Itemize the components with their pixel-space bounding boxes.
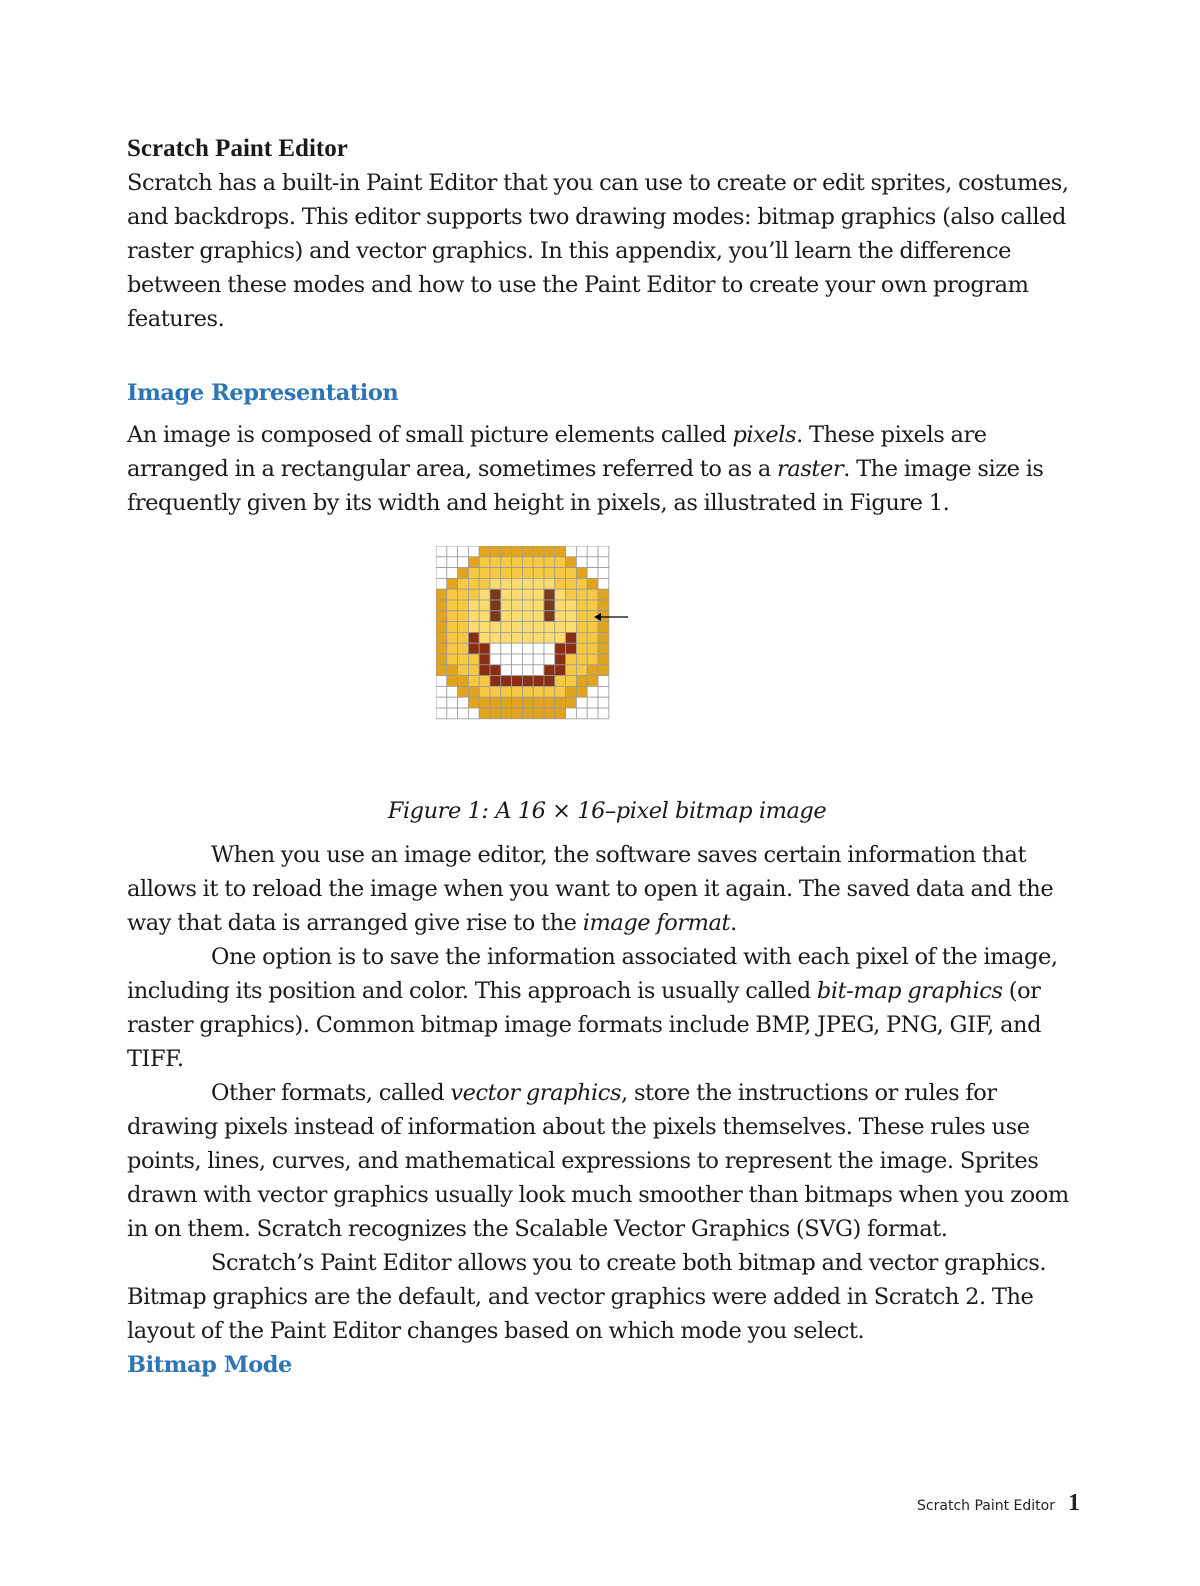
pixel [458, 622, 469, 633]
pixel [587, 557, 598, 568]
pixel [576, 622, 587, 633]
pixel [468, 600, 479, 611]
pixel [587, 622, 598, 633]
pixel [587, 676, 598, 687]
pixel [544, 622, 555, 633]
pixel [587, 578, 598, 589]
pixel [479, 578, 490, 589]
pixel [522, 546, 533, 557]
pixel [598, 600, 609, 611]
pixel [490, 654, 501, 665]
pixel [566, 557, 577, 568]
pixel [598, 578, 609, 589]
pixel [555, 643, 566, 654]
pixel [555, 686, 566, 697]
pixel [458, 600, 469, 611]
pixel [436, 643, 447, 654]
document-title: Scratch Paint Editor [127, 135, 348, 162]
section-heading-image-representation: Image Representation [127, 380, 399, 406]
pixel [512, 643, 523, 654]
pixel [555, 665, 566, 676]
pixel [468, 643, 479, 654]
pixel [555, 578, 566, 589]
pixel [522, 600, 533, 611]
pixel [479, 611, 490, 622]
pixel [468, 578, 479, 589]
smiley-bitmap-image [436, 546, 636, 726]
pixel [512, 589, 523, 600]
pixel [436, 600, 447, 611]
pixel [501, 708, 512, 719]
pixel [598, 557, 609, 568]
pixel [544, 578, 555, 589]
pixel [544, 611, 555, 622]
pixel [436, 589, 447, 600]
pixel [576, 632, 587, 643]
pixel [566, 611, 577, 622]
pixel [458, 686, 469, 697]
pixel [490, 568, 501, 579]
pixel [512, 686, 523, 697]
pixel [447, 557, 458, 568]
pixel [447, 665, 458, 676]
pixel [479, 622, 490, 633]
pixel [533, 589, 544, 600]
pixel [566, 665, 577, 676]
pixel [512, 708, 523, 719]
pixel [479, 589, 490, 600]
pixel [522, 697, 533, 708]
pixel [490, 643, 501, 654]
pixel [436, 708, 447, 719]
pixel [598, 665, 609, 676]
pixel [598, 697, 609, 708]
pixel [533, 676, 544, 687]
pixel [566, 589, 577, 600]
pixel [458, 643, 469, 654]
pixel [468, 665, 479, 676]
pixel [544, 665, 555, 676]
pixel [522, 632, 533, 643]
section-heading-bitmap-mode: Bitmap Mode [127, 1352, 292, 1378]
pixel [555, 697, 566, 708]
pixel [479, 632, 490, 643]
pixel [533, 708, 544, 719]
pixel [576, 557, 587, 568]
pixel [447, 686, 458, 697]
pixel [436, 557, 447, 568]
pixel [544, 708, 555, 719]
pixel [501, 578, 512, 589]
pixel [458, 632, 469, 643]
pixel [522, 686, 533, 697]
footer-title: Scratch Paint Editor [917, 1498, 1055, 1514]
pixel [479, 568, 490, 579]
pixel [436, 611, 447, 622]
pixel [522, 568, 533, 579]
pixel [522, 611, 533, 622]
pixel [479, 546, 490, 557]
pixel [533, 686, 544, 697]
pixel [522, 589, 533, 600]
pixel [512, 697, 523, 708]
pixel [468, 589, 479, 600]
pixel [566, 578, 577, 589]
pixel [501, 611, 512, 622]
pixel [533, 568, 544, 579]
pixel [479, 665, 490, 676]
pixel [501, 697, 512, 708]
pixel [555, 546, 566, 557]
pixel [544, 632, 555, 643]
pixel [522, 578, 533, 589]
pixel [576, 665, 587, 676]
pixel [566, 622, 577, 633]
pixel [447, 578, 458, 589]
figure-1 [127, 536, 1087, 768]
pixel [436, 568, 447, 579]
pixel [436, 632, 447, 643]
pixel [566, 708, 577, 719]
pixel [598, 676, 609, 687]
pixel [468, 676, 479, 687]
pixel [566, 546, 577, 557]
pixel [533, 611, 544, 622]
pixel [576, 708, 587, 719]
pixel [490, 589, 501, 600]
pixel [490, 708, 501, 719]
intro-paragraph: Scratch has a built-in Paint Editor that you can use to create or edit sprites, costumes, and backdrops. This editor supports two drawing modes: bitmap graphics (also called raster graphics) and vector graphics. In this appendix, you’ll learn the difference between these modes and how to use the Paint Editor to create your own program features. [127, 170, 1069, 332]
pixel [458, 578, 469, 589]
pixel [458, 568, 469, 579]
pixel [533, 697, 544, 708]
pixel [490, 665, 501, 676]
pixel [501, 622, 512, 633]
pixel [544, 568, 555, 579]
pixel [458, 697, 469, 708]
pixel [479, 697, 490, 708]
pixel [522, 622, 533, 633]
pixel [447, 589, 458, 600]
pixel [490, 697, 501, 708]
pixel [447, 622, 458, 633]
pixel [544, 697, 555, 708]
pixel [490, 622, 501, 633]
pixel [533, 578, 544, 589]
pixel [512, 665, 523, 676]
pixel [587, 600, 598, 611]
pixel [458, 665, 469, 676]
pixel [587, 708, 598, 719]
pixel [479, 686, 490, 697]
pixel [501, 686, 512, 697]
pixel [512, 546, 523, 557]
pixel [576, 578, 587, 589]
pixel [533, 632, 544, 643]
pixel [490, 632, 501, 643]
pixel [576, 589, 587, 600]
pixel [479, 600, 490, 611]
pixel [587, 697, 598, 708]
pixel [490, 676, 501, 687]
pixel [468, 697, 479, 708]
pixel [533, 622, 544, 633]
pixel [522, 557, 533, 568]
pixel [458, 589, 469, 600]
pixel [576, 654, 587, 665]
pixel [598, 708, 609, 719]
pixel [436, 676, 447, 687]
pixel [566, 632, 577, 643]
pixel [501, 665, 512, 676]
pixel [598, 622, 609, 633]
pixel [501, 557, 512, 568]
pixel [479, 708, 490, 719]
pixel [598, 568, 609, 579]
pixel [544, 546, 555, 557]
pixel [501, 589, 512, 600]
pixel [512, 654, 523, 665]
pixel [468, 557, 479, 568]
pixel [468, 568, 479, 579]
pixel [512, 578, 523, 589]
pixel [576, 686, 587, 697]
pixel [566, 654, 577, 665]
pixel [598, 589, 609, 600]
pixel [576, 697, 587, 708]
pixel [447, 546, 458, 557]
document-page [127, 132, 1087, 1382]
pixel [490, 611, 501, 622]
pixel [490, 578, 501, 589]
pixel [555, 622, 566, 633]
pixel [566, 686, 577, 697]
pixel [468, 654, 479, 665]
pixel [533, 546, 544, 557]
pixel [490, 546, 501, 557]
pixel [458, 546, 469, 557]
pixel [555, 568, 566, 579]
pixel [576, 568, 587, 579]
pixel [544, 643, 555, 654]
pixel [468, 708, 479, 719]
page-number: 1 [1068, 1490, 1080, 1516]
pixel [512, 632, 523, 643]
pixel [576, 546, 587, 557]
pixel [598, 654, 609, 665]
bitmap-graphics-paragraph: One option is to save the information associated with each pixel of the image, including its position and color. This approach is usually called bit-map graphics (or raster graphics). Common bitmap image formats include BMP, JPEG, PNG, GIF, and TIFF. [127, 944, 1058, 1072]
pixel [479, 676, 490, 687]
pixel [501, 654, 512, 665]
pixel [576, 676, 587, 687]
pixel [598, 686, 609, 697]
pixel [544, 589, 555, 600]
pixel [576, 643, 587, 654]
image-representation-paragraph: An image is composed of small picture elements called pixels. These pixels are arranged in a rectangular area, sometimes referred to as a raster. The image size is frequently given by its width and height in pixels, as illustrated in Figure 1. [127, 422, 1044, 516]
pixel [479, 557, 490, 568]
pixel [468, 686, 479, 697]
pixel [512, 611, 523, 622]
pixel [468, 622, 479, 633]
pixel [468, 632, 479, 643]
pixel [501, 632, 512, 643]
pixel [436, 622, 447, 633]
pixel [533, 557, 544, 568]
pixel [501, 643, 512, 654]
pixel [566, 600, 577, 611]
pixel [479, 643, 490, 654]
pixel [598, 643, 609, 654]
pixel [490, 557, 501, 568]
pixel [447, 568, 458, 579]
pixel [458, 611, 469, 622]
pixel [447, 654, 458, 665]
pixel [522, 676, 533, 687]
pixel [566, 676, 577, 687]
pixel [512, 676, 523, 687]
pixel [587, 546, 598, 557]
pixel [468, 546, 479, 557]
pixel [587, 686, 598, 697]
page-footer [0, 1490, 1200, 1530]
pixel [512, 557, 523, 568]
pixel [587, 643, 598, 654]
pixel [490, 600, 501, 611]
pixel [576, 600, 587, 611]
pixel [436, 686, 447, 697]
pixel [447, 600, 458, 611]
pixel [555, 708, 566, 719]
image-format-paragraph: When you use an image editor, the software saves certain information that allows it to reload the image when you want to open it again. The saved data and the way that data is arranged give rise to the image format. [127, 842, 1054, 936]
pixel [436, 665, 447, 676]
pixel [458, 654, 469, 665]
pixel [544, 600, 555, 611]
pixel [522, 654, 533, 665]
pixel [555, 632, 566, 643]
pixel [447, 708, 458, 719]
pixel [436, 546, 447, 557]
pixel [555, 611, 566, 622]
pixel [458, 676, 469, 687]
pixel [533, 600, 544, 611]
pixel [458, 557, 469, 568]
pixel [555, 676, 566, 687]
pixel [566, 643, 577, 654]
pixel [555, 589, 566, 600]
pixel [587, 632, 598, 643]
pixel [447, 676, 458, 687]
pixel [533, 654, 544, 665]
pixel [447, 697, 458, 708]
pixel [555, 600, 566, 611]
pixel [468, 611, 479, 622]
pixel [512, 622, 523, 633]
pixel [479, 654, 490, 665]
pixel [501, 676, 512, 687]
pixel [587, 589, 598, 600]
pixel [501, 546, 512, 557]
pixel [555, 557, 566, 568]
pixel [458, 708, 469, 719]
pixel [533, 643, 544, 654]
pixel [587, 665, 598, 676]
pixel [512, 568, 523, 579]
pixel [555, 654, 566, 665]
pixel [436, 578, 447, 589]
pixel [447, 632, 458, 643]
pixel [501, 600, 512, 611]
pixel [566, 568, 577, 579]
pixel [490, 686, 501, 697]
pixel [598, 632, 609, 643]
pixel [566, 697, 577, 708]
pixel [522, 643, 533, 654]
pixel [436, 697, 447, 708]
pixel [436, 654, 447, 665]
pixel [447, 611, 458, 622]
pixel [544, 676, 555, 687]
pixel [587, 568, 598, 579]
paint-editor-modes-paragraph: Scratch’s Paint Editor allows you to create both bitmap and vector graphics. Bitmap graphics are the default, and vector graphics were added in Scratch 2. The layout of the Paint Editor changes based on which mode you select. [127, 1250, 1047, 1344]
pixel [522, 708, 533, 719]
pixel [598, 546, 609, 557]
pixel [544, 686, 555, 697]
pixel [576, 611, 587, 622]
pixel [512, 600, 523, 611]
pixel [501, 568, 512, 579]
vector-graphics-paragraph: Other formats, called vector graphics, store the instructions or rules for drawing pixels instead of information about the pixels themselves. These rules use points, lines, curves, and mathematical expressions to represent the image. Sprites drawn with vector graphics usually look much smoother than bitmaps when you zoom in on them. Scratch recognizes the Scalable Vector Graphics (SVG) format. [127, 1080, 1069, 1242]
pixel [447, 643, 458, 654]
pixel [522, 665, 533, 676]
pixel [587, 654, 598, 665]
figure-caption: Figure 1: A 16 × 16–pixel bitmap image [387, 798, 827, 824]
pixel [533, 665, 544, 676]
pixel [544, 557, 555, 568]
pixel [544, 654, 555, 665]
